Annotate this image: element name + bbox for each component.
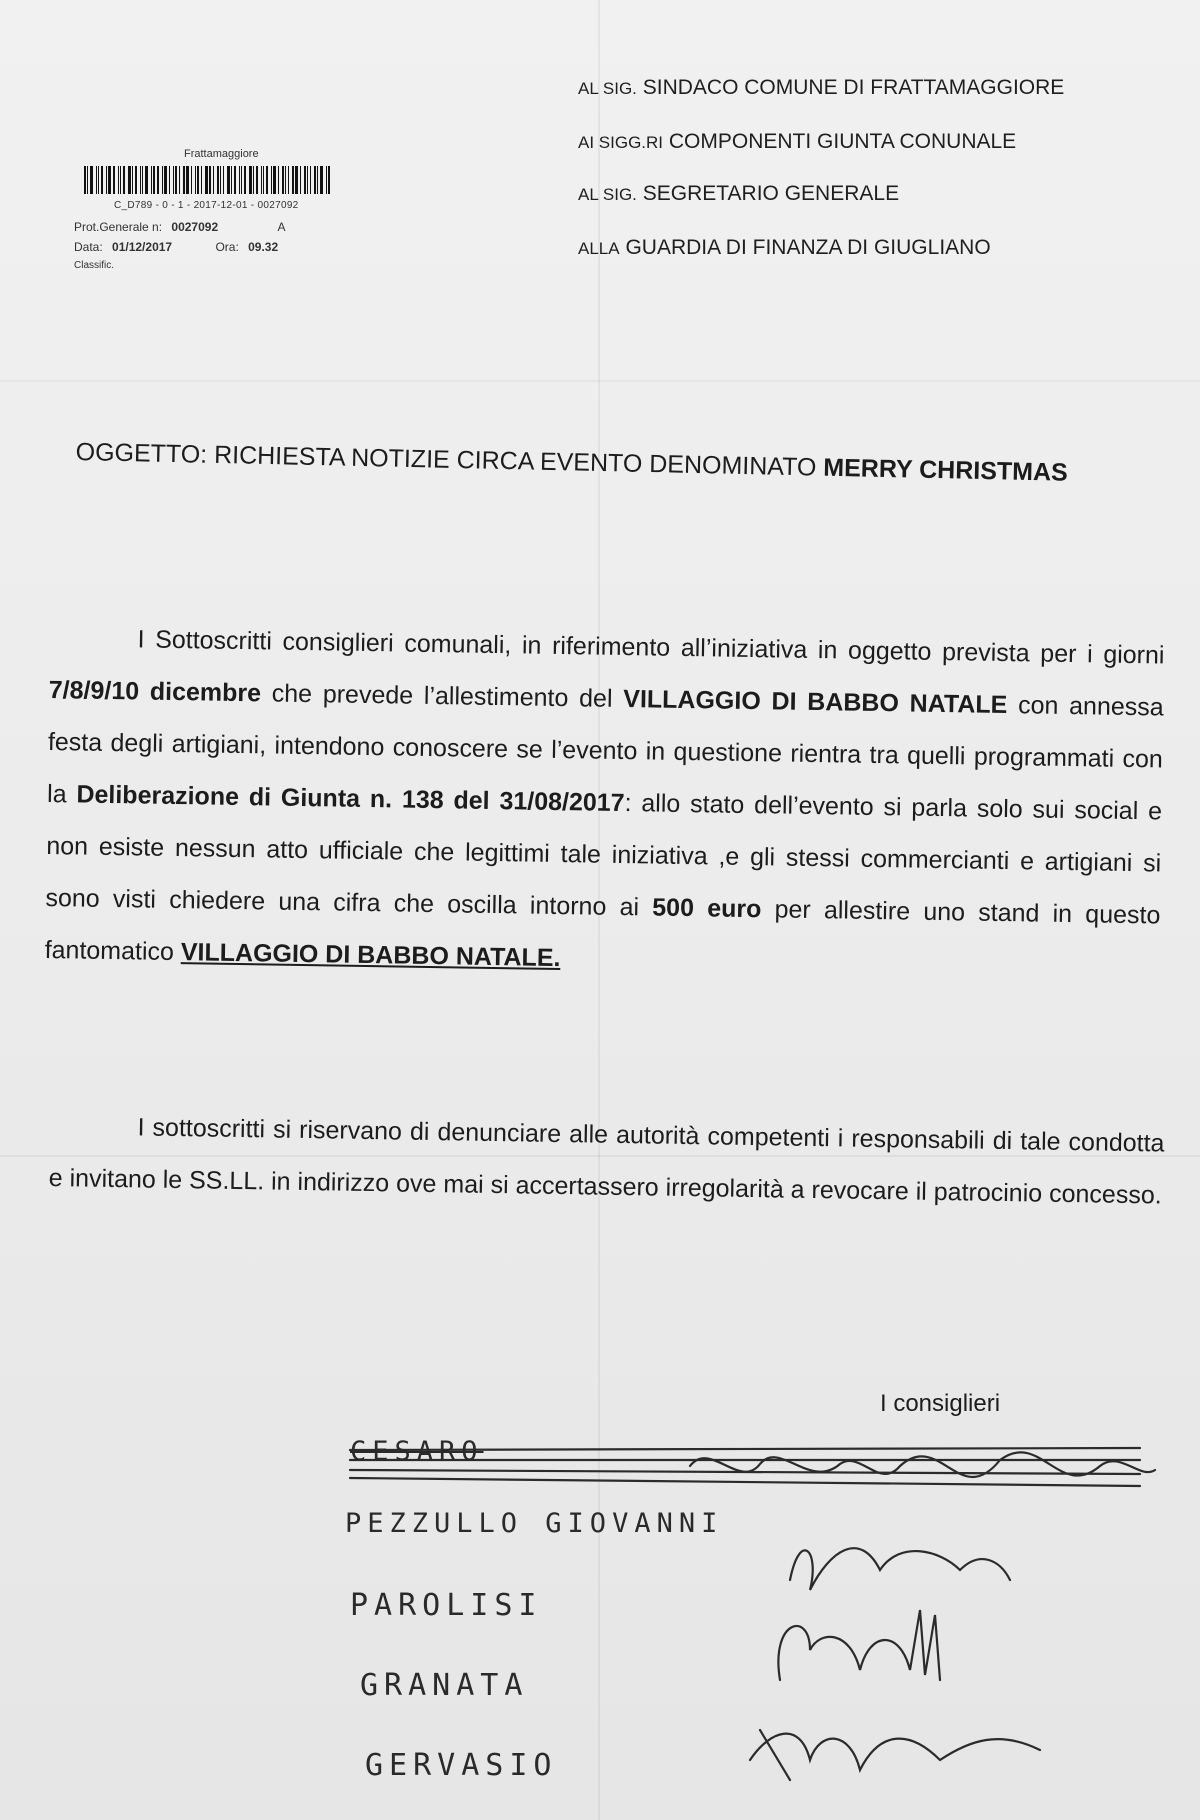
stamp-date-label: Data: (74, 240, 103, 254)
addressee-2 (578, 130, 1016, 154)
barcode-bar (253, 166, 254, 194)
barcode-bar (241, 166, 242, 194)
stamp-prot-number: 0027092 (171, 220, 219, 234)
barcode-bar (261, 166, 262, 194)
signatory-3: PAROLISI (350, 1588, 543, 1623)
addressee-prefix: AI SIGG.RI (578, 133, 664, 152)
signatory-1: CESARO (350, 1436, 484, 1467)
barcode-bar (320, 166, 323, 194)
barcode-bar (132, 166, 133, 194)
p1-text-4: : allo stato dell’evento si parla solo sui social e non esiste nessun atto ufficiale che legittimi tale iniziativa ,e gli stessi commercianti e artigiani si sono visti chiedere una cifra che oscilla intorno ai (45, 789, 1163, 922)
barcode-bar (239, 166, 240, 194)
stamp-code: C_D789 - 0 - 1 - 2017-12-01 - 0027092 (114, 200, 299, 211)
barcode-bar (108, 166, 111, 194)
signatory-4: GRANATA (360, 1668, 529, 1703)
barcode-bar (249, 166, 252, 194)
barcode-bar (118, 166, 119, 194)
stamp-prot-row (74, 220, 285, 234)
p1-text-5: per allestire uno stand in questo fantomatico (44, 895, 1161, 966)
p1-village: VILLAGGIO DI BABBO NATALE (623, 685, 1008, 720)
stamp-time-label: Ora: (215, 240, 239, 254)
subject-line (75, 438, 1068, 488)
p1-text-1: I Sottoscritti consiglieri comunali, in riferimento all’iniziativa in oggetto prevista per i giorni (137, 625, 1165, 670)
barcode-bar (84, 166, 86, 194)
barcode-bar (201, 166, 202, 194)
stamp-date-row (74, 240, 278, 254)
paragraph-2 (48, 1100, 1164, 1222)
barcode-bar (328, 166, 330, 194)
barcode-bar (87, 166, 88, 194)
addressee-text: SEGRETARIO GENERALE (642, 182, 900, 205)
barcode-bar (317, 166, 318, 194)
paragraph-1 (44, 612, 1165, 993)
subject-label: OGGETTO: RICHIESTA NOTIZIE CIRCA EVENTO DENOMINATO (75, 438, 817, 482)
p2-text: I sottoscritti si riservano di denunciare alle autorità competenti i responsabili di tale condotta e invitano le SS.LL. in indirizzo ove mai si accertassero irregolarità a revocare il patrocinio concesso. (48, 1113, 1165, 1210)
p1-village-underlined: VILLAGGIO DI BABBO NATALE. (180, 938, 561, 973)
barcode-bar (162, 166, 163, 194)
barcode-bar (173, 166, 174, 194)
fold-line-horizontal-upper (0, 380, 1200, 382)
barcode-bar (123, 166, 125, 194)
barcode-bar (128, 166, 131, 194)
p1-text-2: che prevede l’allestimento del (271, 679, 613, 713)
barcode-bar (145, 166, 148, 194)
addressee-3 (578, 182, 899, 206)
closing: I consiglieri (880, 1390, 1001, 1417)
barcode-bar (135, 166, 137, 194)
stamp-prot-letter: A (277, 220, 286, 234)
barcode-bar (120, 166, 121, 194)
addressee-prefix: AL SIG. (578, 79, 637, 98)
barcode-bar (142, 166, 143, 194)
barcode-bar (314, 166, 316, 194)
signatory-5: GERVASIO (365, 1748, 558, 1783)
addressee-4 (578, 236, 991, 260)
signatory-2: PEZZULLO GIOVANNI (345, 1508, 724, 1539)
barcode-bar (157, 166, 159, 194)
barcode-bar (282, 166, 284, 194)
barcode-bar (175, 166, 177, 194)
barcode-bar (205, 166, 208, 194)
barcode-bar (223, 166, 224, 194)
barcode-bar (326, 166, 327, 194)
addressee-text: GUARDIA DI FINANZA DI GIUGLIANO (625, 236, 991, 259)
barcode-bar (101, 166, 103, 194)
barcode-bar (197, 166, 199, 194)
barcode-bar (295, 166, 298, 194)
barcode-bar (90, 166, 93, 194)
barcode-bar (169, 166, 170, 194)
barcode-bar (140, 166, 141, 194)
stamp-town: Frattamaggiore (184, 148, 259, 160)
p1-dates: 7/8/9/10 dicembre (48, 675, 262, 708)
signatures-block (340, 1430, 1160, 1800)
subject-event: MERRY CHRISTMAS (823, 453, 1069, 487)
stamp-classif: Classific. (74, 260, 115, 271)
barcode-bar (153, 166, 155, 194)
barcode-bar (231, 166, 232, 194)
barcode-bar (300, 166, 301, 194)
barcode-bar (234, 166, 236, 194)
barcode-bar (209, 166, 211, 194)
barcode-bar (304, 166, 306, 194)
barcode-bar (256, 166, 258, 194)
barcode-bar (217, 166, 219, 194)
addressee-prefix: AL SIG. (578, 185, 637, 204)
barcode-bar (98, 166, 99, 194)
barcode-bar (227, 166, 230, 194)
barcode (84, 166, 384, 194)
stamp-date: 01/12/2017 (112, 240, 173, 254)
addressee-text: COMPONENTI GIUNTA CONUNALE (668, 130, 1017, 153)
barcode-bar (220, 166, 221, 194)
barcode-bar (213, 166, 214, 194)
barcode-bar (164, 166, 167, 194)
barcode-bar (113, 166, 115, 194)
barcode-bar (244, 166, 246, 194)
p1-text-3: con annessa festa degli artigiani, intendono conoscere se l’evento in questione rientra tra quelli programmati con la (46, 691, 1164, 809)
barcode-bar (278, 166, 279, 194)
barcode-bar (179, 166, 180, 194)
barcode-bar (263, 166, 264, 194)
barcode-bar (106, 166, 107, 194)
barcode-bar (273, 166, 276, 194)
barcode-bar (186, 166, 189, 194)
barcode-bar (195, 166, 196, 194)
p1-amount: 500 euro (652, 893, 762, 924)
stamp-time: 09.32 (248, 240, 279, 254)
barcode-bar (310, 166, 311, 194)
stamp-prot-label: Prot.Generale n: (74, 220, 163, 234)
addressee-1 (578, 76, 1064, 100)
barcode-bar (285, 166, 286, 194)
barcode-bar (266, 166, 268, 194)
barcode-bar (191, 166, 192, 194)
p1-deliberation: Deliberazione di Giunta n. 138 del 31/08/2017 (76, 780, 625, 818)
barcode-bar (288, 166, 289, 194)
barcode-bar (151, 166, 152, 194)
barcode-bar (307, 166, 308, 194)
barcode-bar (183, 166, 185, 194)
addressee-prefix: ALLA (578, 239, 620, 258)
barcode-bar (292, 166, 294, 194)
barcode-bar (271, 166, 272, 194)
addressee-text: SINDACO COMUNE DI FRATTAMAGGIORE (642, 76, 1065, 99)
barcode-bar (96, 166, 97, 194)
